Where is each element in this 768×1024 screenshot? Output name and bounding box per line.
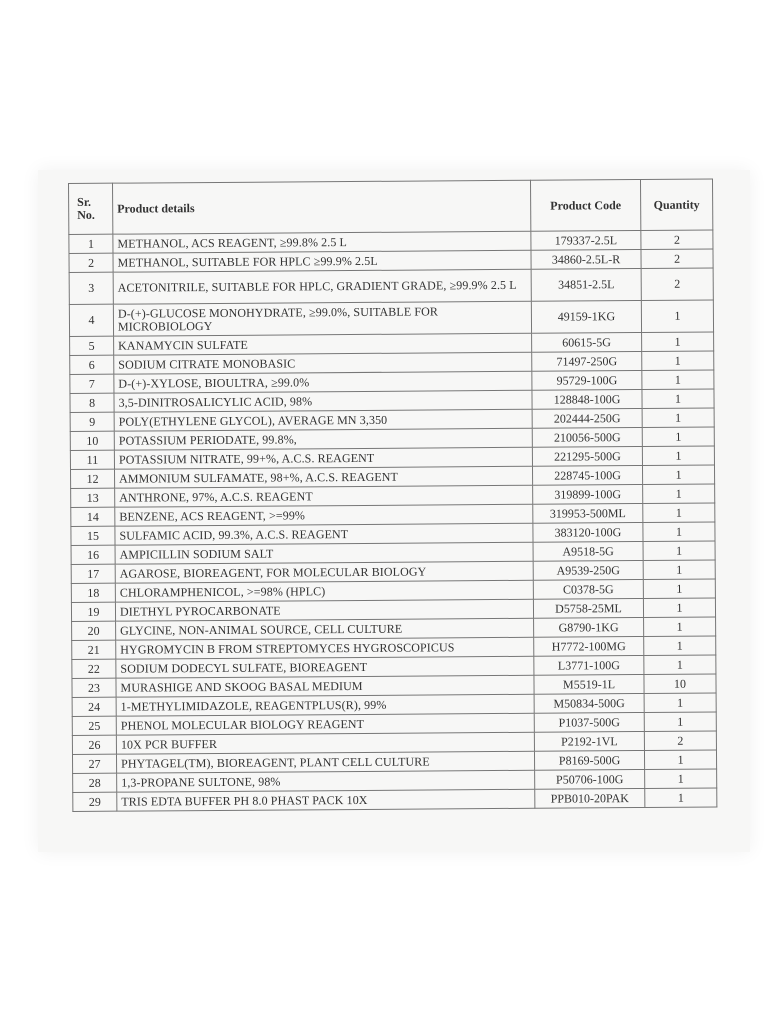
- cell-sr-no: 21: [72, 640, 116, 659]
- cell-quantity: 1: [645, 788, 717, 808]
- cell-sr-no: 11: [70, 450, 114, 469]
- cell-product-code: A9518-5G: [533, 541, 643, 561]
- cell-sr-no: 27: [72, 754, 116, 773]
- cell-quantity: 1: [643, 522, 715, 542]
- cell-product-details: BENZENE, ACS REAGENT, >=99%: [115, 504, 533, 526]
- cell-product-code: 228745-100G: [532, 465, 642, 485]
- cell-quantity: 1: [643, 579, 715, 599]
- table-row: [69, 300, 713, 336]
- cell-product-details: METHANOL, ACS REAGENT, ≥99.8% 2.5 L: [113, 231, 531, 253]
- cell-product-code: 95729-100G: [532, 370, 642, 390]
- cell-product-code: PPB010-20PAK: [535, 788, 645, 808]
- cell-quantity: 1: [643, 598, 715, 618]
- cell-quantity: 1: [644, 617, 716, 637]
- cell-sr-no: 9: [70, 412, 114, 431]
- cell-product-details: SODIUM DODECYL SULFATE, BIOREAGENT: [116, 656, 534, 678]
- cell-product-details: ACETONITRILE, SUITABLE FOR HPLC, GRADIENT GRADE, ≥99.9% 2.5 L: [113, 269, 531, 304]
- cell-product-code: H7772-100MG: [534, 636, 644, 656]
- cell-quantity: 1: [644, 636, 716, 656]
- cell-quantity: 1: [644, 750, 716, 770]
- cell-sr-no: 15: [71, 526, 115, 545]
- cell-product-details: DIETHYL PYROCARBONATE: [115, 599, 533, 621]
- cell-quantity: 1: [642, 446, 714, 466]
- cell-quantity: 1: [644, 712, 716, 732]
- cell-quantity: 1: [642, 370, 714, 390]
- cell-quantity: 1: [642, 389, 714, 409]
- cell-sr-no: 7: [70, 374, 114, 393]
- cell-product-details: MURASHIGE AND SKOOG BASAL MEDIUM: [116, 675, 534, 697]
- cell-product-details: POTASSIUM PERIODATE, 99.8%,: [114, 428, 532, 450]
- cell-sr-no: 4: [69, 304, 113, 336]
- table-header-row: [69, 179, 713, 234]
- cell-product-code: 71497-250G: [532, 351, 642, 371]
- cell-quantity: 1: [641, 300, 713, 333]
- cell-product-code: 34860-2.5L-R: [531, 250, 641, 270]
- cell-quantity: 1: [645, 769, 717, 789]
- cell-quantity: 1: [644, 693, 716, 713]
- cell-sr-no: 12: [71, 469, 115, 488]
- cell-product-details: SODIUM CITRATE MONOBASIC: [114, 352, 532, 374]
- cell-sr-no: 20: [72, 621, 116, 640]
- cell-sr-no: 18: [71, 583, 115, 602]
- cell-product-details: TRIS EDTA BUFFER PH 8.0 PHAST PACK 10X: [117, 789, 535, 811]
- table-row: [73, 788, 717, 811]
- cell-sr-no: 25: [72, 716, 116, 735]
- cell-product-code: 60615-5G: [532, 332, 642, 352]
- cell-sr-no: 10: [70, 431, 114, 450]
- cell-quantity: 1: [642, 427, 714, 447]
- cell-product-code: P50706-100G: [535, 769, 645, 789]
- cell-product-details: D-(+)-GLUCOSE MONOHYDRATE, ≥99.0%, SUITABLE FOR MICROBIOLOGY: [113, 301, 531, 336]
- cell-sr-no: 17: [71, 564, 115, 583]
- cell-product-details: AMMONIUM SULFAMATE, 98+%, A.C.S. REAGENT: [114, 466, 532, 488]
- cell-product-details: AMPICILLIN SODIUM SALT: [115, 542, 533, 564]
- cell-sr-no: 6: [70, 355, 114, 374]
- cell-quantity: 1: [644, 655, 716, 675]
- cell-sr-no: 8: [70, 393, 114, 412]
- cell-product-details: 10X PCR BUFFER: [116, 732, 534, 754]
- cell-product-code: 319953-500ML: [533, 503, 643, 523]
- cell-sr-no: 16: [71, 545, 115, 564]
- cell-sr-no: 13: [71, 488, 115, 507]
- cell-sr-no: 23: [72, 678, 116, 697]
- cell-product-code: 202444-250G: [532, 408, 642, 428]
- cell-product-code: L3771-100G: [534, 655, 644, 675]
- cell-product-code: 221295-500G: [532, 446, 642, 466]
- cell-sr-no: 14: [71, 507, 115, 526]
- header-quantity: Quantity: [640, 179, 712, 231]
- cell-sr-no: 19: [71, 602, 115, 621]
- cell-product-details: SULFAMIC ACID, 99.3%, A.C.S. REAGENT: [115, 523, 533, 545]
- cell-quantity: 2: [641, 268, 713, 301]
- cell-quantity: 2: [641, 249, 713, 269]
- cell-product-details: METHANOL, SUITABLE FOR HPLC ≥99.9% 2.5L: [113, 250, 531, 272]
- cell-quantity: 1: [643, 484, 715, 504]
- cell-quantity: 1: [643, 503, 715, 523]
- cell-product-details: GLYCINE, NON-ANIMAL SOURCE, CELL CULTURE: [116, 618, 534, 640]
- cell-quantity: 2: [641, 230, 713, 250]
- cell-product-details: 1,3-PROPANE SULTONE, 98%: [117, 770, 535, 792]
- product-table-container: [68, 179, 716, 812]
- cell-product-code: M50834-500G: [534, 693, 644, 713]
- cell-sr-no: 5: [70, 336, 114, 355]
- cell-quantity: 1: [643, 541, 715, 561]
- cell-product-details: POLY(ETHYLENE GLYCOL), AVERAGE MN 3,350: [114, 409, 532, 431]
- cell-quantity: 1: [642, 465, 714, 485]
- cell-quantity: 10: [644, 674, 716, 694]
- cell-product-code: C0378-5G: [533, 579, 643, 599]
- header-sr-no: Sr. No.: [69, 183, 113, 234]
- cell-product-code: 179337-2.5L: [531, 231, 641, 251]
- cell-product-details: CHLORAMPHENICOL, >=98% (HPLC): [115, 580, 533, 602]
- cell-sr-no: 1: [69, 234, 113, 253]
- cell-product-code: 128848-100G: [532, 389, 642, 409]
- cell-quantity: 1: [643, 560, 715, 580]
- cell-quantity: 2: [644, 731, 716, 751]
- product-table: [68, 178, 717, 811]
- cell-product-code: M5519-1L: [534, 674, 644, 694]
- cell-product-code: D5758-25ML: [533, 598, 643, 618]
- cell-sr-no: 29: [73, 792, 117, 811]
- header-product-details: Product details: [113, 180, 531, 234]
- cell-product-code: A9539-250G: [533, 560, 643, 580]
- table-row: [69, 268, 713, 304]
- cell-product-details: POTASSIUM NITRATE, 99+%, A.C.S. REAGENT: [114, 447, 532, 469]
- cell-sr-no: 2: [69, 253, 113, 272]
- cell-product-code: 383120-100G: [533, 522, 643, 542]
- cell-sr-no: 24: [72, 697, 116, 716]
- cell-product-code: 49159-1KG: [531, 301, 641, 334]
- cell-product-code: 319899-100G: [533, 484, 643, 504]
- cell-product-details: 3,5-DINITROSALICYLIC ACID, 98%: [114, 390, 532, 412]
- table-body: [69, 230, 717, 811]
- cell-product-code: G8790-1KG: [534, 617, 644, 637]
- cell-product-details: D-(+)-XYLOSE, BIOULTRA, ≥99.0%: [114, 371, 532, 393]
- cell-product-code: P8169-500G: [534, 750, 644, 770]
- cell-quantity: 1: [642, 408, 714, 428]
- cell-sr-no: 3: [69, 272, 113, 304]
- header-product-code: Product Code: [530, 180, 640, 232]
- cell-sr-no: 28: [73, 773, 117, 792]
- cell-product-details: PHYTAGEL(TM), BIOREAGENT, PLANT CELL CULTURE: [116, 751, 534, 773]
- cell-product-code: 34851-2.5L: [531, 269, 641, 302]
- cell-product-details: ANTHRONE, 97%, A.C.S. REAGENT: [115, 485, 533, 507]
- cell-product-code: 210056-500G: [532, 427, 642, 447]
- cell-product-code: P1037-500G: [534, 712, 644, 732]
- cell-quantity: 1: [642, 332, 714, 352]
- cell-quantity: 1: [642, 351, 714, 371]
- cell-product-details: 1-METHYLIMIDAZOLE, REAGENTPLUS(R), 99%: [116, 694, 534, 716]
- cell-product-details: HYGROMYCIN B FROM STREPTOMYCES HYGROSCOPICUS: [116, 637, 534, 659]
- cell-product-details: KANAMYCIN SULFATE: [114, 333, 532, 355]
- cell-sr-no: 26: [72, 735, 116, 754]
- cell-product-details: PHENOL MOLECULAR BIOLOGY REAGENT: [116, 713, 534, 735]
- cell-sr-no: 22: [72, 659, 116, 678]
- cell-product-details: AGAROSE, BIOREAGENT, FOR MOLECULAR BIOLOGY: [115, 561, 533, 583]
- cell-product-code: P2192-1VL: [534, 731, 644, 751]
